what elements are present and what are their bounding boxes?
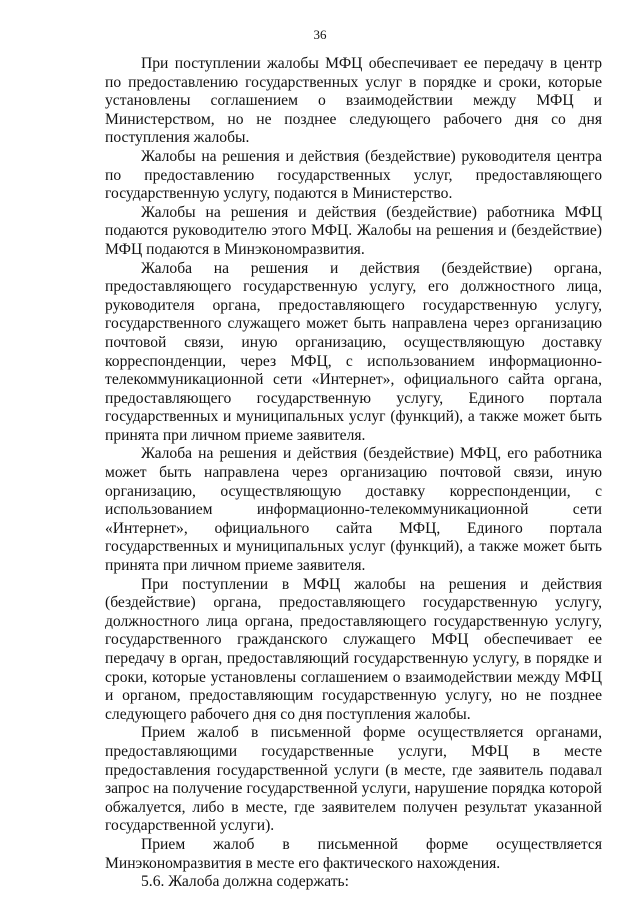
paragraph-3: Жалобы на решения и действия (бездействие) работника МФЦ подаются руководителю этого МФЦ. Жалобы на решения и (бездействие) МФЦ подаются в Минэкономразвития. [105,203,602,258]
paragraph-5: Жалоба на решения и действия (бездействие) МФЦ, его работника может быть направлена через организацию почтовой связи, иную организацию, осуществляющую доставку корреспонденции, с использованием информационно-телекоммуникационной сети «Интернет», официального сайта МФЦ, Единого портала государственных и муниципальных услуг (функций), а также может быть принята при личном приеме заявителя. [105,445,602,575]
document-body [105,55,602,892]
paragraph-6: При поступлении в МФЦ жалобы на решения и действия (бездействие) органа, предоставляющего государственную услугу, должностного лица органа, предоставляющего государственную услугу, государственного гражданского служащего МФЦ обеспечивает ее передачу в орган, предоставляющий государственную услугу, в порядке и сроки, которые установлены соглашением о взаимодействии между МФЦ и органом, предоставляющим государственную услугу, но не позднее следующего рабочего дня со дня поступления жалобы. [105,575,602,723]
section-item-5-6: 5.6. Жалоба должна содержать: [141,873,349,891]
paragraph-2: Жалобы на решения и действия (бездействие) руководителя центра по предоставлению государственных услуг, предоставляющего государственную услугу, подаются в Министерство. [105,147,602,203]
paragraph-1: При поступлении жалобы МФЦ обеспечивает ее передачу в центр по предоставлению государственных услуг в порядке и сроки, которые установлены соглашением о взаимодействии между МФЦ и Министерством, но не позднее следующего рабочего дня со дня поступления жалобы. [105,55,602,147]
paragraph-7: Прием жалоб в письменной форме осуществляется органами, предоставляющими государственные услуги, МФЦ в месте предоставления государственной услуги (в месте, где заявитель подавал запрос на получение государственной услуги, нарушение порядка которой обжалуется, либо в месте, где заявителем получен результат указанной государственной услуги). [105,724,602,835]
page-number: 36 [313,27,327,42]
paragraph-8: Прием жалоб в письменной форме осуществляется Минэкономразвития в месте его фактического нахождения. [105,835,602,872]
paragraph-4: Жалоба на решения и действия (бездействие) органа, предоставляющего государственную услугу, его должностного лица, руководителя органа, предоставляющего государственную услугу, государственного служащего может быть направлена через организацию почтовой связи, иную организацию, осуществляющую доставку корреспонденции, через МФЦ, с использованием информационно-телекоммуникационной сети «Интернет», официального сайта органа, предоставляющего государственную услугу, Единого портала государственных и муниципальных услуг (функций), а также может быть принята при личном приеме заявителя. [105,259,602,444]
